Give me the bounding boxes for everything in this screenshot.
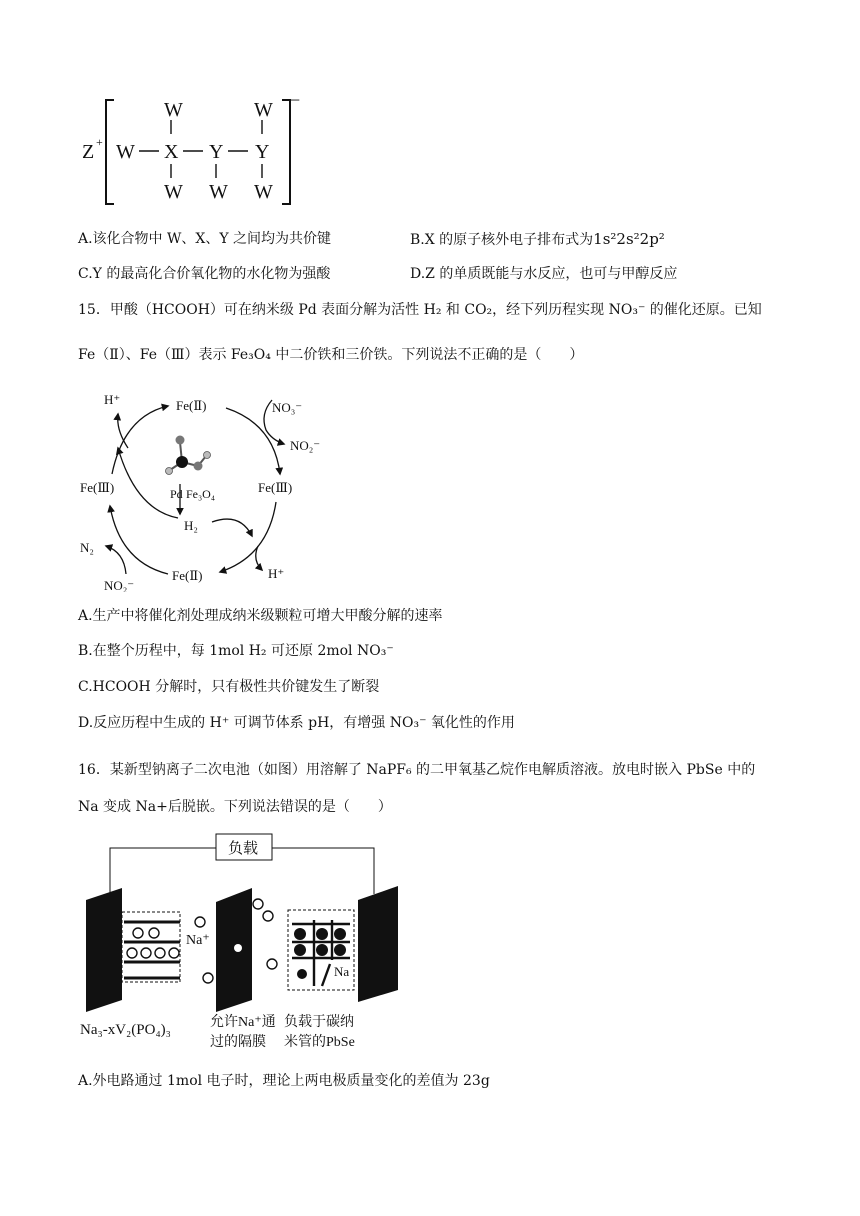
load-label: 负载 — [228, 841, 259, 857]
q14-option-a: A.该化合物中 W、X、Y 之间均为共价键 — [78, 231, 332, 247]
pd-label: Pd — [170, 487, 183, 501]
q14-option-b-formula: 1s²2s²2p² — [593, 230, 665, 248]
fe2-bottom-label: Fe(Ⅱ) — [172, 568, 203, 583]
q15-cycle-diagram — [76, 386, 336, 592]
atom-mid-y1: Y — [209, 141, 224, 163]
separator-label-1: 允许Na⁺通 — [210, 1015, 276, 1030]
fe3-left-label: Fe(Ⅲ) — [80, 480, 115, 495]
structure-figure — [78, 92, 318, 212]
atom-top2: W — [254, 99, 273, 121]
cycle-arc-left-top — [112, 406, 168, 474]
q15-stem-line1: 15．甲酸（HCOOH）可在纳米级 Pd 表面分解为活性 H₂ 和 CO₂，经下列历程实现 NO₃⁻ 的催化还原。已知 — [78, 302, 762, 318]
separator-membrane — [216, 888, 252, 1012]
cycle-arc-top-right — [226, 408, 280, 474]
q15-option-a: A.生产中将催化剂处理成纳米级颗粒可增大甲酸分解的速率 — [78, 608, 443, 624]
no2-right-label: NO₂⁻ — [290, 438, 321, 453]
right-electrode — [358, 886, 398, 1002]
na-right-label: Na — [334, 964, 350, 979]
q16-battery-diagram — [76, 830, 406, 1060]
h-plus-top-label: H⁺ — [104, 392, 121, 407]
q16-stem-line1: 16．某新型钠离子二次电池（如图）用溶解了 NaPF₆ 的二甲氧基乙烷作电解质溶液。放电时嵌入 PbSe 中的 — [78, 762, 756, 778]
hcooh-molecule-icon — [166, 436, 211, 475]
cation-charge: + — [96, 135, 103, 149]
separator-label-2: 过的隔膜 — [210, 1035, 266, 1050]
circuit-wire-left — [110, 848, 216, 904]
no2-bottom-label: NO₂⁻ — [104, 578, 135, 592]
q16-option-a: A.外电路通过 1mol 电子时，理论上两电极质量变化的差值为 23g — [78, 1073, 490, 1089]
atom-bot1: W — [164, 181, 183, 203]
cycle-arc-bottom-left — [110, 506, 168, 574]
n2-label: N₂ — [80, 540, 94, 555]
h2-to-right-arrow — [212, 519, 252, 536]
q14-option-d: D.Z 的单质既能与水反应，也可与甲醇反应 — [410, 266, 678, 282]
na-plus-label: Na⁺ — [186, 933, 210, 948]
left-electrode — [86, 888, 122, 1012]
right-electrode-label-1: 负载于碳纳 — [284, 1015, 354, 1030]
h-plus-bottom-arrow — [256, 546, 262, 570]
atom-bot2: W — [209, 181, 228, 203]
atom-bot3: W — [254, 181, 273, 203]
fe2-top-label: Fe(Ⅱ) — [176, 398, 207, 413]
circuit-wire-right — [272, 848, 374, 894]
h2-to-left-arrow — [118, 448, 178, 518]
left-electrode-label: Na₃-xV₂(PO₄)₃ — [80, 1022, 171, 1038]
anion-charge: − — [290, 92, 301, 110]
q16-stem-line2: Na 变成 Na+后脱嵌。下列说法错误的是（ ） — [78, 799, 392, 815]
q15-option-b: B.在整个历程中，每 1mol H₂ 可还原 2mol NO₃⁻ — [78, 643, 394, 659]
q14-option-b — [410, 229, 665, 250]
q14-option-c: C.Y 的最高化合价氧化物的水化物为强酸 — [78, 266, 331, 282]
fe3-right-label: Fe(Ⅲ) — [258, 480, 293, 495]
atom-top1: W — [164, 99, 183, 121]
atom-mid-y2: Y — [255, 141, 270, 163]
q15-option-d: D.反应历程中生成的 H⁺ 可调节体系 pH，有增强 NO₃⁻ 氧化性的作用 — [78, 715, 515, 731]
cycle-arc-right-bottom — [220, 502, 276, 572]
q15-stem-line2: Fe（Ⅱ）、Fe（Ⅲ）表示 Fe₃O₄ 中二价铁和三价铁。下列说法不正确的是（ ） — [78, 347, 584, 363]
h-plus-bottom-label: H⁺ — [268, 566, 285, 581]
cation-symbol: Z — [82, 141, 95, 163]
atom-mid-w: W — [116, 141, 135, 163]
fe3o4-label: Fe₃O₄ — [186, 487, 216, 501]
n2-arrow — [106, 546, 126, 574]
no3-label: NO₃⁻ — [272, 400, 303, 415]
right-bracket — [282, 100, 290, 204]
atom-mid-x: X — [164, 141, 179, 163]
q15-option-c: C.HCOOH 分解时，只有极性共价键发生了断裂 — [78, 679, 380, 695]
q14-option-b-prefix: B.X 的原子核外电子排布式为 — [410, 232, 594, 248]
right-electrode-label-2: 米管的PbSe — [284, 1035, 355, 1050]
h2-label: H₂ — [184, 518, 198, 533]
left-bracket — [106, 100, 114, 204]
